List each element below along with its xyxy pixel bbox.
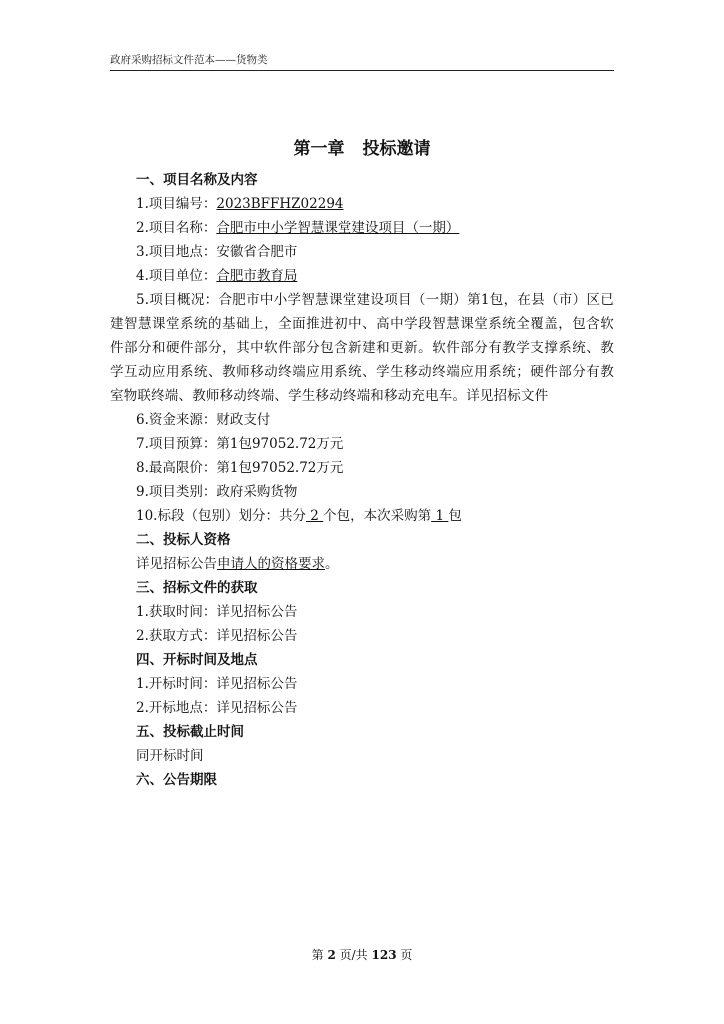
chapter-title bbox=[0, 134, 724, 159]
project-code-value: 2023BFFHZ02294 bbox=[216, 196, 344, 212]
funding-source: 6.资金来源：财政支付 bbox=[136, 412, 271, 428]
lot-division bbox=[110, 504, 614, 528]
section-heading-deadline: 五、投标截止时间 bbox=[136, 724, 244, 740]
obtain-time: 1.获取时间：详见招标公告 bbox=[136, 604, 298, 620]
project-category: 9.项目类别：政府采购货物 bbox=[136, 484, 298, 500]
max-price: 8.最高限价：第1包97052.72万元 bbox=[136, 460, 344, 476]
project-code-label: 1.项目编号： bbox=[136, 196, 217, 212]
lot-suffix: 包 bbox=[448, 508, 462, 524]
qualification-prefix: 详见招标公告 bbox=[136, 556, 217, 572]
chapter-number: 第一章 bbox=[293, 139, 345, 159]
total-pages: 123 bbox=[371, 948, 397, 962]
document-body bbox=[110, 168, 614, 792]
page-footer bbox=[0, 946, 724, 963]
running-header: 政府采购招标文件范本——货物类 bbox=[110, 52, 614, 71]
footer-prefix: 第 bbox=[311, 948, 324, 962]
footer-mid: 页/共 bbox=[339, 948, 368, 962]
project-unit bbox=[110, 264, 614, 288]
section-heading-project: 一、项目名称及内容 bbox=[136, 172, 258, 188]
project-name-label: 2.项目名称： bbox=[136, 220, 217, 236]
qualification-link[interactable]: 申请人的资格要求 bbox=[217, 556, 325, 572]
project-place-label: 3.项目地点： bbox=[136, 244, 217, 260]
project-unit-value: 合肥市教育局 bbox=[216, 268, 298, 284]
project-unit-label: 4.项目单位： bbox=[136, 268, 217, 284]
lot-prefix: 10.标段（包别）划分：共分 bbox=[136, 508, 306, 524]
chapter-name: 投标邀请 bbox=[362, 139, 431, 159]
section-heading-notice-period: 六、公告期限 bbox=[136, 772, 217, 788]
project-place-value: 安徽省合肥市 bbox=[216, 244, 298, 260]
lot-current: 1 bbox=[435, 508, 445, 524]
deadline-text: 同开标时间 bbox=[136, 748, 204, 764]
project-name bbox=[110, 216, 614, 240]
lot-total: 2 bbox=[310, 508, 319, 524]
project-name-value: 合肥市中小学智慧课堂建设项目（一期） bbox=[216, 220, 460, 236]
qualification-text bbox=[110, 552, 614, 576]
project-place bbox=[110, 240, 614, 264]
section-heading-obtain: 三、招标文件的获取 bbox=[136, 580, 258, 596]
opening-place: 2.开标地点：详见招标公告 bbox=[136, 700, 298, 716]
opening-time: 1.开标时间：详见招标公告 bbox=[136, 676, 298, 692]
section-heading-opening: 四、开标时间及地点 bbox=[136, 652, 258, 668]
project-budget: 7.项目预算：第1包97052.72万元 bbox=[136, 436, 344, 452]
obtain-method: 2.获取方式：详见招标公告 bbox=[136, 628, 298, 644]
project-overview: 5.项目概况：合肥市中小学智慧课堂建设项目（一期）第1包，在县（市）区已建智慧课堂系统的基础上，全面推进初中、高中学段智慧课堂系统全覆盖，包含软件部分和硬件部分，其中软件部分包含新建和更新。软件部分有教学支撑系统、教学互动应用系统、教师移动终端应用系统、学生移动终端应用系统；硬件部分有教室物联终端、教师移动终端、学生移动终端和移动充电车。详见招标文件 bbox=[110, 292, 614, 404]
current-page: 2 bbox=[327, 948, 336, 962]
footer-suffix: 页 bbox=[400, 948, 413, 962]
section-heading-qualification: 二、投标人资格 bbox=[136, 532, 231, 548]
project-code bbox=[110, 192, 614, 216]
lot-mid: 个包，本次采购第 bbox=[323, 508, 432, 524]
qualification-suffix: 。 bbox=[325, 556, 339, 572]
